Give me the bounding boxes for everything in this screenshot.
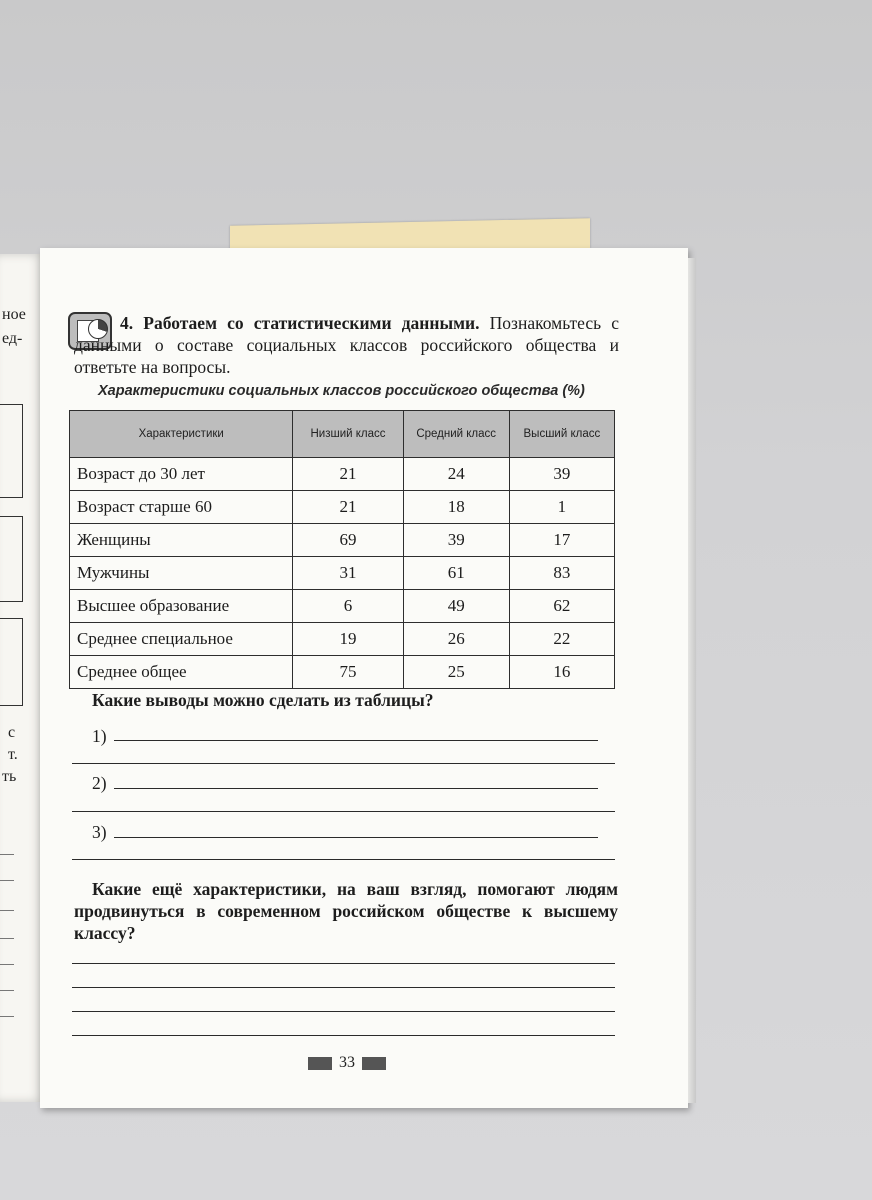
statistics-table: [69, 410, 615, 689]
footer-bar-right: [362, 1057, 386, 1070]
table-row: [70, 623, 615, 656]
row-label: Высшее образование: [70, 590, 293, 623]
header-characteristics: Характеристики: [70, 411, 293, 458]
cell-value: 18: [403, 491, 509, 524]
left-text-fragment: т.: [8, 746, 18, 763]
question-characteristics: Какие ещё характеристики, на ваш взгляд, помогают людям продвинуться в современном российском обществе к высшему классу?: [74, 879, 618, 943]
table-row: [70, 557, 615, 590]
left-text-fragment: с: [8, 724, 16, 741]
left-table-fragment: [0, 618, 23, 706]
left-page-fragment: [0, 254, 44, 1102]
page-footer: [308, 1053, 386, 1073]
cell-value: 39: [403, 524, 509, 557]
answer-label: 2): [92, 773, 107, 793]
page-stack-edge: [688, 258, 696, 1103]
cell-value: 21: [293, 491, 403, 524]
answer-line[interactable]: [72, 1011, 615, 1012]
cell-value: 22: [509, 623, 614, 656]
answer-line[interactable]: [72, 1035, 615, 1036]
left-text-fragment: ное: [2, 306, 26, 323]
task-title: 4. Работаем со статистическими данными.: [120, 313, 480, 333]
left-rule: [0, 990, 14, 991]
cell-value: 16: [509, 656, 614, 689]
cell-value: 75: [293, 656, 403, 689]
left-rule: [0, 938, 14, 939]
answer-line[interactable]: [114, 740, 598, 741]
answer-line[interactable]: [114, 837, 598, 838]
left-rule: [0, 880, 14, 881]
task-instructions: [74, 312, 619, 378]
answer-label: 1): [92, 726, 107, 746]
left-text-fragment: ед-: [2, 330, 23, 347]
cell-value: 31: [293, 557, 403, 590]
cell-value: 26: [403, 623, 509, 656]
left-rule: [0, 1016, 14, 1017]
answer-line[interactable]: [72, 963, 615, 964]
table-row: [70, 656, 615, 689]
header-middle-class: Средний класс: [403, 411, 509, 458]
row-label: Среднее общее: [70, 656, 293, 689]
left-rule: [0, 964, 14, 965]
row-label: Возраст до 30 лет: [70, 458, 293, 491]
cell-value: 25: [403, 656, 509, 689]
answer-line[interactable]: [72, 987, 615, 988]
left-rule: [0, 910, 14, 911]
row-label: Женщины: [70, 524, 293, 557]
left-table-fragment: [0, 516, 23, 602]
left-rule: [0, 854, 14, 855]
table-row: [70, 524, 615, 557]
footer-bar-left: [308, 1057, 332, 1070]
left-text-fragment: ть: [2, 768, 17, 785]
cell-value: 83: [509, 557, 614, 590]
table-row: [70, 458, 615, 491]
answer-line[interactable]: [114, 788, 598, 789]
table-row: [70, 491, 615, 524]
table-row: [70, 590, 615, 623]
cell-value: 21: [293, 458, 403, 491]
page-number: 33: [339, 1054, 355, 1071]
cell-value: 61: [403, 557, 509, 590]
cell-value: 19: [293, 623, 403, 656]
answer-line[interactable]: [72, 763, 615, 764]
row-label: Возраст старше 60: [70, 491, 293, 524]
cell-value: 24: [403, 458, 509, 491]
row-label: Мужчины: [70, 557, 293, 590]
header-lower-class: Низший класс: [293, 411, 403, 458]
cell-value: 1: [509, 491, 614, 524]
table-caption: Характеристики социальных классов российского общества (%): [98, 383, 585, 399]
cell-value: 6: [293, 590, 403, 623]
cell-value: 49: [403, 590, 509, 623]
question-conclusions: Какие выводы можно сделать из таблицы?: [92, 690, 434, 710]
table-header-row: [70, 411, 615, 458]
cell-value: 17: [509, 524, 614, 557]
left-table-fragment: [0, 404, 23, 498]
answer-label: 3): [92, 822, 107, 842]
task-body: Познакомьтесь с данными о составе социальных классов российского общества и ответьте на вопросы.: [74, 313, 620, 377]
header-upper-class: Высший класс: [509, 411, 614, 458]
cell-value: 62: [509, 590, 614, 623]
row-label: Среднее специальное: [70, 623, 293, 656]
answer-line[interactable]: [72, 811, 615, 812]
cell-value: 69: [293, 524, 403, 557]
answer-line[interactable]: [72, 859, 615, 860]
cell-value: 39: [509, 458, 614, 491]
